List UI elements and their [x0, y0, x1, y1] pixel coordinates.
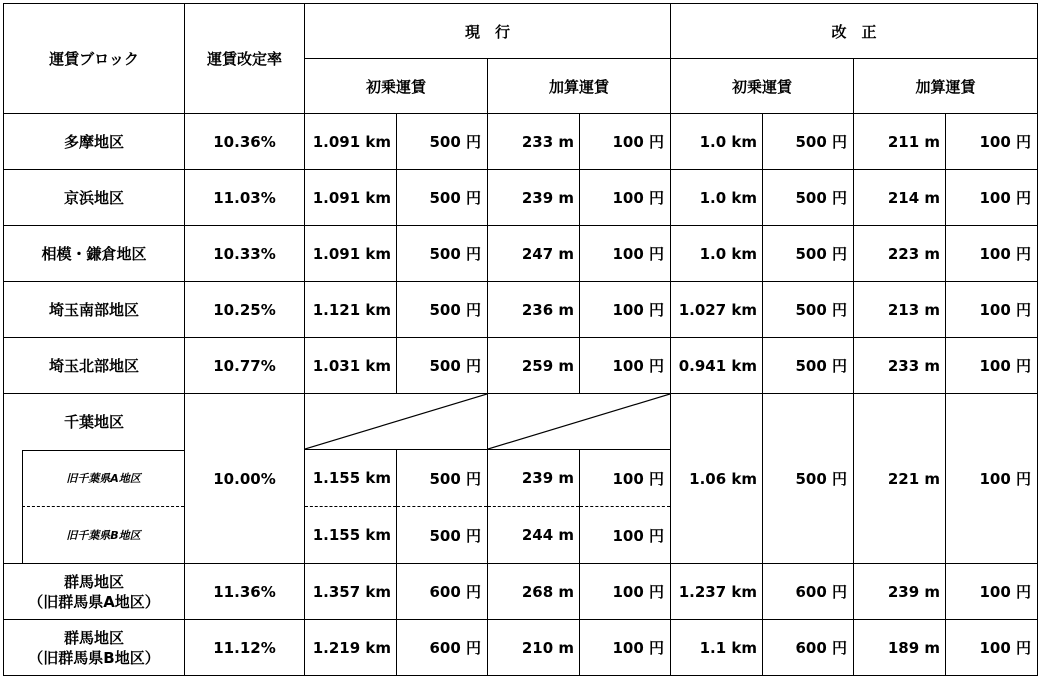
current-initial-distance: 1.091 km: [305, 170, 397, 226]
revised-initial-fare: 500 円: [763, 282, 854, 338]
block-name: 多摩地区: [4, 114, 185, 170]
revised-additional-fare: 100 円: [946, 338, 1038, 394]
current-initial-distance: 1.155 km: [305, 450, 397, 507]
current-initial-fare: 500 円: [397, 114, 488, 170]
revised-initial-distance: 1.027 km: [671, 282, 763, 338]
current-initial-fare: 500 円: [397, 226, 488, 282]
revised-initial-fare: 500 円: [763, 114, 854, 170]
current-additional-fare: 100 円: [580, 507, 671, 564]
block-name: 埼玉南部地区: [4, 282, 185, 338]
current-initial-fare: 600 円: [397, 564, 488, 620]
current-initial-distance: 1.091 km: [305, 226, 397, 282]
revised-initial-fare: 500 円: [763, 226, 854, 282]
header-row-top: [4, 4, 1038, 59]
revised-additional-distance: 239 m: [854, 564, 946, 620]
current-initial-distance: 1.121 km: [305, 282, 397, 338]
current-initial-distance: 1.219 km: [305, 620, 397, 676]
block-name: [4, 620, 185, 676]
rate-value: 10.77%: [185, 338, 305, 394]
revised-additional-fare: 100 円: [946, 620, 1038, 676]
chiba-sub-b-cell: [4, 507, 185, 564]
current-initial-distance: 1.091 km: [305, 114, 397, 170]
revised-initial-distance: 1.0 km: [671, 226, 763, 282]
current-initial-fare: 500 円: [397, 170, 488, 226]
header-revised-initial: 初乗運賃: [671, 59, 854, 114]
current-additional-distance: 268 m: [488, 564, 580, 620]
revised-additional-distance: 233 m: [854, 338, 946, 394]
current-additional-fare: 100 円: [580, 450, 671, 507]
revised-initial-fare: 500 円: [763, 394, 854, 564]
current-additional-distance: 259 m: [488, 338, 580, 394]
rate-value: 11.12%: [185, 620, 305, 676]
table-row: [4, 226, 1038, 282]
table-row: [4, 282, 1038, 338]
header-current-additional: 加算運賃: [488, 59, 671, 114]
block-name-line2: （旧群馬県A地区）: [28, 592, 160, 611]
revised-additional-fare: 100 円: [946, 282, 1038, 338]
revised-additional-distance: 213 m: [854, 282, 946, 338]
current-initial-fare: 600 円: [397, 620, 488, 676]
current-initial-fare: 500 円: [397, 507, 488, 564]
current-initial-distance: 1.357 km: [305, 564, 397, 620]
revised-initial-fare: 600 円: [763, 564, 854, 620]
revised-initial-distance: 1.237 km: [671, 564, 763, 620]
chiba-sub-a-name: 旧千葉県A地区: [66, 472, 141, 485]
current-additional-fare: 100 円: [580, 564, 671, 620]
rate-value: 10.25%: [185, 282, 305, 338]
current-initial-fare: 500 円: [397, 282, 488, 338]
header-revised: 改 正: [671, 4, 1038, 59]
block-name-line2: （旧群馬県B地区）: [28, 648, 160, 667]
block-name: 相模・鎌倉地区: [4, 226, 185, 282]
revised-initial-fare: 500 円: [763, 338, 854, 394]
current-additional-distance: 233 m: [488, 114, 580, 170]
header-rate: 運賃改定率: [185, 4, 305, 114]
current-additional-fare: 100 円: [580, 114, 671, 170]
revised-additional-distance: 189 m: [854, 620, 946, 676]
current-additional-distance: 236 m: [488, 282, 580, 338]
current-additional-fare: 100 円: [580, 620, 671, 676]
current-additional-empty: [488, 394, 671, 450]
current-initial-distance: 1.031 km: [305, 338, 397, 394]
revised-additional-fare: 100 円: [946, 170, 1038, 226]
current-additional-fare: 100 円: [580, 338, 671, 394]
revised-initial-distance: 1.1 km: [671, 620, 763, 676]
table-row: [4, 620, 1038, 676]
rate-value: 10.36%: [185, 114, 305, 170]
revised-additional-fare: 100 円: [946, 394, 1038, 564]
current-additional-distance: 239 m: [488, 450, 580, 507]
table-row: [4, 114, 1038, 170]
current-initial-fare: 500 円: [397, 338, 488, 394]
chiba-sub-a-cell: [4, 450, 185, 507]
table-row: [4, 170, 1038, 226]
revised-initial-distance: 0.941 km: [671, 338, 763, 394]
revised-additional-fare: 100 円: [946, 564, 1038, 620]
header-revised-additional: 加算運賃: [854, 59, 1038, 114]
revised-initial-distance: 1.0 km: [671, 114, 763, 170]
revised-additional-fare: 100 円: [946, 114, 1038, 170]
diagonal-slash: [488, 394, 670, 449]
current-initial-distance: 1.155 km: [305, 507, 397, 564]
revised-additional-distance: 221 m: [854, 394, 946, 564]
block-name: 埼玉北部地区: [4, 338, 185, 394]
revised-initial-distance: 1.0 km: [671, 170, 763, 226]
revised-additional-distance: 214 m: [854, 170, 946, 226]
revised-initial-fare: 500 円: [763, 170, 854, 226]
revised-initial-fare: 600 円: [763, 620, 854, 676]
current-additional-distance: 210 m: [488, 620, 580, 676]
diagonal-slash: [305, 394, 487, 449]
rate-value: 10.33%: [185, 226, 305, 282]
current-additional-fare: 100 円: [580, 226, 671, 282]
current-initial-fare: 500 円: [397, 450, 488, 507]
current-additional-distance: 244 m: [488, 507, 580, 564]
fare-revision-table: [3, 3, 1038, 676]
current-additional-fare: 100 円: [580, 282, 671, 338]
header-current: 現 行: [305, 4, 671, 59]
chiba-block-name: 千葉地区: [4, 394, 185, 450]
header-current-initial: 初乗運賃: [305, 59, 488, 114]
current-additional-fare: 100 円: [580, 170, 671, 226]
revised-initial-distance: 1.06 km: [671, 394, 763, 564]
revised-additional-distance: 211 m: [854, 114, 946, 170]
current-additional-distance: 247 m: [488, 226, 580, 282]
block-name: 京浜地区: [4, 170, 185, 226]
block-name: [4, 564, 185, 620]
revised-additional-fare: 100 円: [946, 226, 1038, 282]
rate-value: 11.03%: [185, 170, 305, 226]
current-additional-distance: 239 m: [488, 170, 580, 226]
rate-value: 11.36%: [185, 564, 305, 620]
table-row: [4, 338, 1038, 394]
revised-additional-distance: 223 m: [854, 226, 946, 282]
block-name-line1: 群馬地区: [63, 572, 124, 591]
header-block: 運賃ブロック: [4, 4, 185, 114]
chiba-row-main: [4, 394, 1038, 450]
table-row: [4, 564, 1038, 620]
current-initial-empty: [305, 394, 488, 450]
block-name-line1: 群馬地区: [63, 628, 124, 647]
chiba-sub-b-name: 旧千葉県B地区: [66, 528, 141, 542]
chiba-rate-value: 10.00%: [185, 394, 305, 564]
